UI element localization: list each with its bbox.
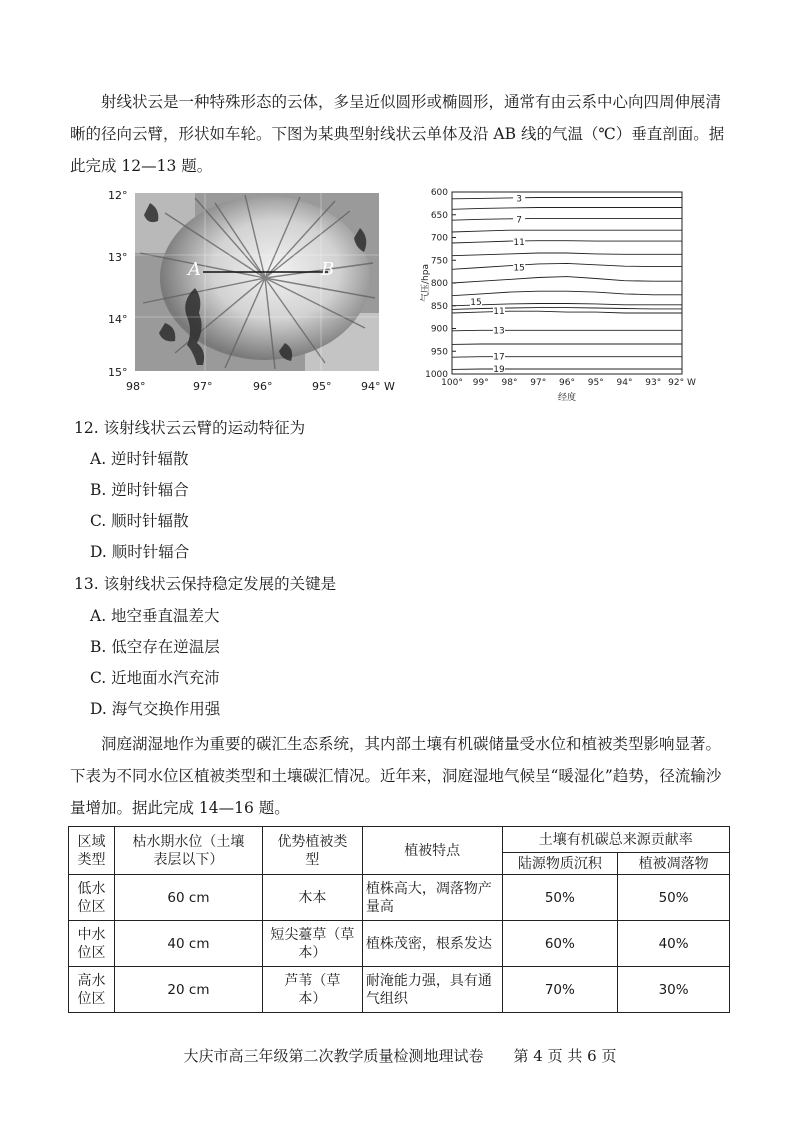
- isotherm-label: 19: [493, 364, 505, 375]
- cell-litter: 50%: [618, 875, 730, 921]
- chart-x-tick-label: 93°: [645, 378, 662, 388]
- isotherm-line-11: [452, 311, 682, 313]
- isotherm-line-7: [452, 218, 682, 220]
- lon-label: 98°: [126, 380, 146, 393]
- point-b-label: B: [321, 259, 335, 280]
- cell-water-level: 20 cm: [114, 967, 262, 1013]
- cell-veg-feature: 植株高大，凋落物产量高: [362, 875, 502, 921]
- isotherm-label: 17: [493, 352, 505, 363]
- cell-veg-type: 芦苇（草本）: [262, 967, 362, 1013]
- isotherm-label: 15: [470, 298, 482, 309]
- cell-region: 低水位区: [69, 875, 115, 921]
- cell-region: 高水位区: [69, 967, 115, 1013]
- lon-label: 94° W: [361, 380, 395, 393]
- header-carbon-source: 土壤有机碳总来源贡献率: [502, 827, 730, 853]
- header-litter: 植被凋落物: [618, 853, 730, 875]
- chart-x-tick-label: 95°: [587, 378, 604, 388]
- chart-y-tick-label: 950: [430, 347, 448, 358]
- satellite-image: [135, 193, 379, 371]
- cell-veg-type: 短尖薹草（草本）: [262, 921, 362, 967]
- isotherm-line-17: [452, 357, 682, 358]
- isotherm-line-14: [452, 308, 682, 310]
- isotherm-line-13: [452, 253, 682, 256]
- lon-label: 96°: [253, 380, 273, 393]
- table-row: [69, 875, 730, 921]
- header-land-deposit: 陆源物质沉积: [502, 853, 618, 875]
- lon-label: 95°: [312, 380, 332, 393]
- intro-paragraph-1: 射线状云是一种特殊形态的云体，多呈近似圆形或椭圆形，通常有由云系中心向四周伸展清晰的径向云臂，形状如车轮。下图为某典型射线状云单体及沿 AB 线的气温（℃）垂直剖面。据此完成 12—13 题。: [70, 93, 725, 175]
- header-region: 区域类型: [69, 827, 115, 875]
- chart-x-axis-label: 经度: [557, 393, 577, 403]
- cell-litter: 30%: [618, 967, 730, 1013]
- question-13-option-c[interactable]: C. 近地面水汽充沛: [90, 669, 220, 687]
- isotherm-label: 7: [516, 215, 522, 226]
- question-12-stem: 12. 该射线状云云臂的运动特征为: [74, 419, 306, 437]
- chart-x-tick-label: 98°: [501, 378, 518, 388]
- table-row: [69, 967, 730, 1013]
- cell-land-deposit: 60%: [502, 921, 618, 967]
- temperature-cross-section-chart: [418, 184, 708, 406]
- chart-y-tick-label: 800: [430, 279, 448, 289]
- cell-litter: 40%: [618, 921, 730, 967]
- isotherm-line-5: [452, 208, 682, 210]
- isotherm-label: 3: [516, 194, 522, 205]
- cell-water-level: 60 cm: [114, 875, 262, 921]
- intro-paragraph-2: 洞庭湖湿地作为重要的碳汇生态系统，其内部土壤有机碳储量受水位和植被类型影响显著。下表为不同水位区植被类型和土壤碳汇情况。近年来，洞庭湿地气候呈“暖湿化”趋势，径流输沙量增加。据此完成 14—16 题。: [70, 735, 722, 817]
- lon-label: 97°: [193, 380, 213, 393]
- isotherm-line-19: [452, 291, 682, 296]
- chart-y-tick-label: 650: [430, 210, 448, 221]
- lat-label: 13°: [108, 251, 128, 264]
- chart-y-tick-label: 900: [430, 324, 448, 335]
- chart-y-axis-label: 气压/hpa: [421, 264, 431, 302]
- lat-label: 12°: [108, 189, 128, 202]
- cell-water-level: 40 cm: [114, 921, 262, 967]
- chart-y-tick-label: 700: [430, 233, 448, 244]
- isotherm-line-15: [452, 263, 682, 269]
- lat-label: 14°: [108, 313, 128, 326]
- isotherm-line-15: [452, 304, 682, 306]
- chart-x-tick-label: 96°: [559, 378, 575, 388]
- header-veg-type: 优势植被类型: [262, 827, 362, 875]
- cell-region: 中水位区: [69, 921, 115, 967]
- chart-x-tick-label: 97°: [530, 378, 547, 388]
- isotherm-label: 11: [513, 238, 525, 249]
- chart-x-tick-label: 92° W: [668, 378, 696, 388]
- chart-y-tick-label: 750: [430, 256, 448, 267]
- point-a-label: A: [188, 259, 201, 280]
- cell-veg-type: 木本: [262, 875, 362, 921]
- question-13-stem: 13. 该射线状云保持稳定发展的关键是: [74, 575, 337, 593]
- chart-x-tick-label: 99°: [472, 378, 489, 388]
- question-13-option-a[interactable]: A. 地空垂直温差大: [90, 607, 220, 625]
- question-13-option-d[interactable]: D. 海气交换作用强: [90, 700, 221, 718]
- isotherm-line-13: [452, 330, 682, 331]
- isotherm-label: 13: [493, 326, 505, 337]
- page-footer: 大庆市高三年级第二次教学质量检测地理试卷 第 4 页 共 6 页: [183, 1047, 617, 1065]
- question-12-option-a[interactable]: A. 逆时针辐散: [90, 450, 189, 468]
- isotherm-label: 11: [493, 307, 505, 318]
- cell-land-deposit: 50%: [502, 875, 618, 921]
- isotherm-line-3: [452, 198, 682, 199]
- chart-y-tick-label: 600: [430, 188, 448, 198]
- chart-y-tick-label: 850: [430, 301, 448, 312]
- chart-y-tick-label: 1000: [425, 370, 448, 380]
- isotherm-label: 15: [513, 263, 525, 274]
- isotherm-line-11: [452, 241, 682, 243]
- question-12-option-d[interactable]: D. 顺时针辐合: [90, 543, 190, 561]
- question-12-option-c[interactable]: C. 顺时针辐散: [90, 512, 189, 530]
- cell-land-deposit: 70%: [502, 967, 618, 1013]
- isotherm-line-17: [452, 277, 682, 283]
- question-12-option-b[interactable]: B. 逆时针辐合: [90, 481, 189, 499]
- table-row: [69, 921, 730, 967]
- chart-x-tick-label: 100°: [441, 378, 463, 388]
- chart-x-tick-label: 94°: [616, 378, 633, 388]
- cloud-image-art: [135, 193, 379, 371]
- isotherm-line-9: [452, 230, 682, 232]
- header-veg-feature: 植被特点: [362, 827, 502, 875]
- cell-veg-feature: 植株茂密，根系发达: [362, 921, 502, 967]
- header-water-level: 枯水期水位（土壤表层以下）: [114, 827, 262, 875]
- wetland-carbon-table: [68, 826, 730, 1013]
- question-13-option-b[interactable]: B. 低空存在逆温层: [90, 638, 220, 656]
- cell-veg-feature: 耐淹能力强，具有通气组织: [362, 967, 502, 1013]
- lat-label: 15°: [108, 366, 128, 379]
